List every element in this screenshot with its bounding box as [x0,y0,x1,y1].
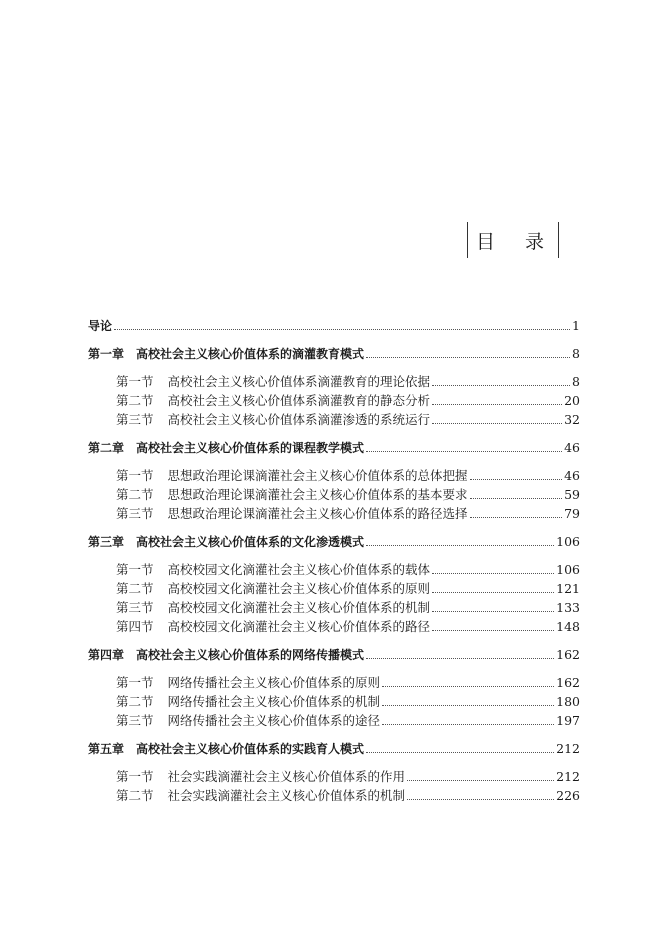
section-label: 第一节 [116,468,154,483]
toc-entry-section[interactable] [116,391,580,410]
section-page: 20 [564,393,580,408]
section-title: 思想政治理论课滴灌社会主义核心价值体系的基本要求 [167,487,468,502]
dot-leader [366,451,562,452]
dot-leader [114,329,570,330]
table-of-contents [88,316,580,814]
section-list [88,560,580,636]
chapter-block [88,645,580,730]
section-page: 46 [564,468,580,483]
toc-title-char-1: 目 [476,230,496,253]
toc-entry-page: 1 [572,318,580,333]
dot-leader [432,573,554,574]
section-label: 第三节 [116,412,154,427]
section-label: 第二节 [116,788,154,803]
section-page: 226 [556,788,580,803]
toc-entry-section[interactable] [116,711,580,730]
toc-entry-section[interactable] [116,786,580,805]
section-title: 高校社会主义核心价值体系滴灌教育的理论依据 [167,374,431,389]
toc-entry-section[interactable] [116,410,580,429]
section-page: 59 [564,487,580,502]
toc-title-char-2: 录 [524,230,544,253]
toc-entry-section[interactable] [116,767,580,786]
section-list [88,767,580,805]
dot-leader [382,686,554,687]
section-page: 32 [564,412,580,427]
dot-leader [366,357,570,358]
section-page: 180 [556,694,580,709]
toc-entry-section[interactable] [116,485,580,504]
section-label: 第二节 [116,393,154,408]
dot-leader [366,658,554,659]
dot-leader [432,592,554,593]
toc-entry-chapter[interactable] [88,532,580,551]
section-label: 第二节 [116,694,154,709]
toc-entry-section[interactable] [116,673,580,692]
section-page: 79 [564,506,580,521]
section-label: 第四节 [116,619,154,634]
chapter-block [88,739,580,805]
toc-entry-intro[interactable] [88,316,580,335]
section-label: 第一节 [116,374,154,389]
chapter-label: 第三章 [88,535,125,549]
section-label: 第一节 [116,562,154,577]
section-list [88,466,580,523]
section-list [88,673,580,730]
chapter-title: 高校社会主义核心价值体系的课程教学模式 [136,441,365,455]
section-title: 高校校园文化滴灌社会主义核心价值体系的路径 [167,619,431,634]
chapter-block [88,438,580,523]
chapter-label: 第二章 [88,441,125,455]
toc-entry-section[interactable] [116,466,580,485]
section-label: 第三节 [116,506,154,521]
toc-entry-section[interactable] [116,372,580,391]
dot-leader [470,498,563,499]
chapter-page: 106 [556,534,580,549]
section-page: 133 [556,600,580,615]
chapter-page: 8 [572,346,580,361]
chapter-page: 212 [556,741,580,756]
section-title: 网络传播社会主义核心价值体系的机制 [167,694,381,709]
section-label: 第二节 [116,581,154,596]
toc-entry-section[interactable] [116,598,580,617]
dot-leader [432,423,562,424]
toc-entry-title: 导论 [88,319,113,333]
toc-entry-section[interactable] [116,579,580,598]
section-title: 高校校园文化滴灌社会主义核心价值体系的原则 [167,581,431,596]
section-page: 121 [556,581,580,596]
chapter-title: 高校社会主义核心价值体系的滴灌教育模式 [136,347,365,361]
dot-leader [470,517,563,518]
chapter-label: 第四章 [88,648,125,662]
section-title: 网络传播社会主义核心价值体系的途径 [167,713,381,728]
chapter-label: 第五章 [88,742,125,756]
section-title: 思想政治理论课滴灌社会主义核心价值体系的总体把握 [167,468,468,483]
section-label: 第三节 [116,600,154,615]
dot-leader [432,404,562,405]
toc-entry-chapter[interactable] [88,438,580,457]
chapter-page: 162 [556,647,580,662]
toc-entry-section[interactable] [116,504,580,523]
section-label: 第三节 [116,713,154,728]
toc-entry-chapter[interactable] [88,344,580,363]
section-title: 思想政治理论课滴灌社会主义核心价值体系的路径选择 [167,506,468,521]
dot-leader [470,479,563,480]
section-page: 162 [556,675,580,690]
dot-leader [432,385,570,386]
section-title: 高校社会主义核心价值体系滴灌渗透的系统运行 [167,412,431,427]
toc-entry-section[interactable] [116,560,580,579]
toc-entry-section[interactable] [116,617,580,636]
section-title: 高校校园文化滴灌社会主义核心价值体系的载体 [167,562,431,577]
section-page: 106 [556,562,580,577]
section-page: 212 [556,769,580,784]
section-page: 8 [572,374,580,389]
dot-leader [382,724,554,725]
chapter-block [88,344,580,429]
dot-leader [366,545,554,546]
chapter-block [88,532,580,636]
dot-leader [382,705,554,706]
chapter-label: 第一章 [88,347,125,361]
section-label: 第二节 [116,487,154,502]
section-page: 148 [556,619,580,634]
section-page: 197 [556,713,580,728]
chapter-page: 46 [564,440,580,455]
dot-leader [366,752,554,753]
section-label: 第一节 [116,769,154,784]
dot-leader [407,780,554,781]
dot-leader [407,799,554,800]
toc-title [467,222,559,258]
section-title: 网络传播社会主义核心价值体系的原则 [167,675,381,690]
section-title: 高校校园文化滴灌社会主义核心价值体系的机制 [167,600,431,615]
section-list [88,372,580,429]
toc-entry-chapter[interactable] [88,645,580,664]
section-title: 高校社会主义核心价值体系滴灌教育的静态分析 [167,393,431,408]
section-title: 社会实践滴灌社会主义核心价值体系的作用 [167,769,406,784]
toc-entry-section[interactable] [116,692,580,711]
chapter-title: 高校社会主义核心价值体系的网络传播模式 [136,648,365,662]
dot-leader [432,630,554,631]
toc-entry-chapter[interactable] [88,739,580,758]
chapter-title: 高校社会主义核心价值体系的文化渗透模式 [136,535,365,549]
section-title: 社会实践滴灌社会主义核心价值体系的机制 [167,788,406,803]
dot-leader [432,611,554,612]
chapter-title: 高校社会主义核心价值体系的实践育人模式 [136,742,365,756]
section-label: 第一节 [116,675,154,690]
